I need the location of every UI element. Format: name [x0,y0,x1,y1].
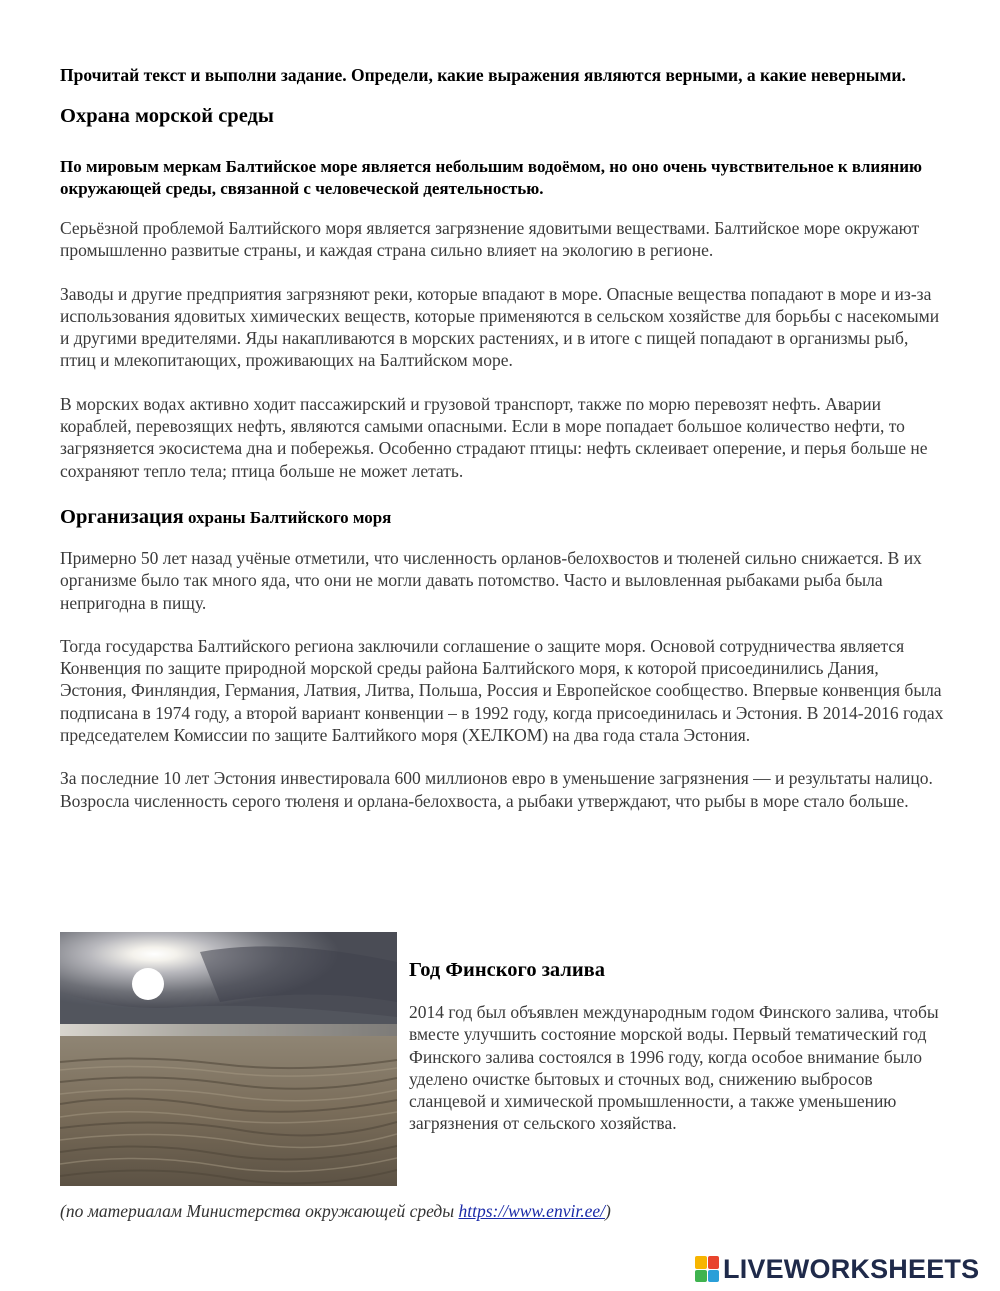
liveworksheets-brand[interactable] [695,1254,979,1284]
paragraph: Тогда государства Балтийского региона заключили соглашение о защите моря. Основой сотрудничества является Конвенция по защите природной морской среды района Балтийского моря, к которой присоединились Дания, Эстония, Финляндия, Германия, Латвия, Литва, Польша, Россия и Европейское сообщество. Впервые конвенция была подписана в 1974 году, а второй вариант конвенции – в 1992 году, когда присоединилась и Эстония. В 2014-2016 годах председателем Комиссии по защите Балтийкого моря (ХЕЛКОМ) на два года стала Эстония. [60,635,944,746]
paragraph: Серьёзной проблемой Балтийского моря является загрязнение ядовитыми веществами. Балтийское море окружают промышленно развитые страны, и каждая страна сильно влияет на экологию в регионе. [60,218,920,261]
section-title-marine-protection: Охрана морской среды [60,105,274,127]
paragraph: За последние 10 лет Эстония инвестировала 600 миллионов евро в уменьшение загрязнения — и результаты налицо. Возросла численность серого тюленя и орлана-белохвоста, а рыбаки утверждают, что рыбы в море стало больше. [60,768,933,811]
source-link[interactable]: https://www.envir.ee/ [458,1201,605,1221]
section-title-organization-small: охраны Балтийского моря [183,507,392,527]
paragraph: 2014 год был объявлен международным годом Финского залива, чтобы вместе улучшить состояние морской воды. Первый тематический год Финского залива состоялся в 1996 году, когда особое внимание было уделено очистке бытовых и сточных вод, снижению выбросов сланцевой и химической промышленности, а также уменьшению загрязнения от сельского хозяйства. [409,1002,939,1134]
source-note [60,1201,611,1222]
source-suffix: ) [604,1201,611,1221]
lead-paragraph: По мировым меркам Балтийское море является небольшим водоёмом, но оно очень чувствительное к влиянию окружающей среды, связанной с человеческой деятельностью. [60,157,922,198]
gulf-year-text [409,932,939,1135]
worksheet-page [60,64,945,812]
section-title-organization-big: Организация [60,505,184,528]
section-title-gulf-year: Год Финского залива [409,959,605,981]
paragraph: Примерно 50 лет назад учёные отметили, что численность орланов-белохвостов и тюленей сильно снижается. В их организме было так много яда, что они не могли давать потомство. Часто и выловленная рыбаками рыба была непригодна в пищу. [60,547,922,613]
source-prefix: (по материалам Министерства окружающей среды [60,1201,459,1221]
beach-photo [60,932,397,1186]
task-instruction: Прочитай текст и выполни задание. Определи, какие выражения являются верными, а какие неверными. [60,65,906,85]
liveworksheets-logo-icon [695,1256,719,1282]
paragraph: Заводы и другие предприятия загрязняют реки, которые впадают в море. Опасные вещества попадают в море и из-за использования ядовитых химических веществ, которые применяются в сельском хозяйстве для борьбы с насекомыми и другими вредителями. Яды накапливаются в морских растениях, и в итоге с пищей попадают в организмы рыб, птиц и млекопитающих, проживающих на Балтийском море. [60,283,940,371]
paragraph: В морских водах активно ходит пассажирский и грузовой транспорт, также по морю перевозят нефть. Аварии кораблей, перевозящих нефть, являются самыми опасными. Если в море попадает большое количество нефти, то загрязняется экосистема дна и побережья. Особенно страдают птицы: нефть склеивает оперение, и перья больше не сохраняют тепло тела; птица больше не может летать. [60,393,928,481]
gulf-section [60,932,945,1192]
section-title-organization [60,503,945,531]
brand-name: LIVEWORKSHEETS [723,1253,980,1284]
beach-photo-image [60,932,397,1186]
